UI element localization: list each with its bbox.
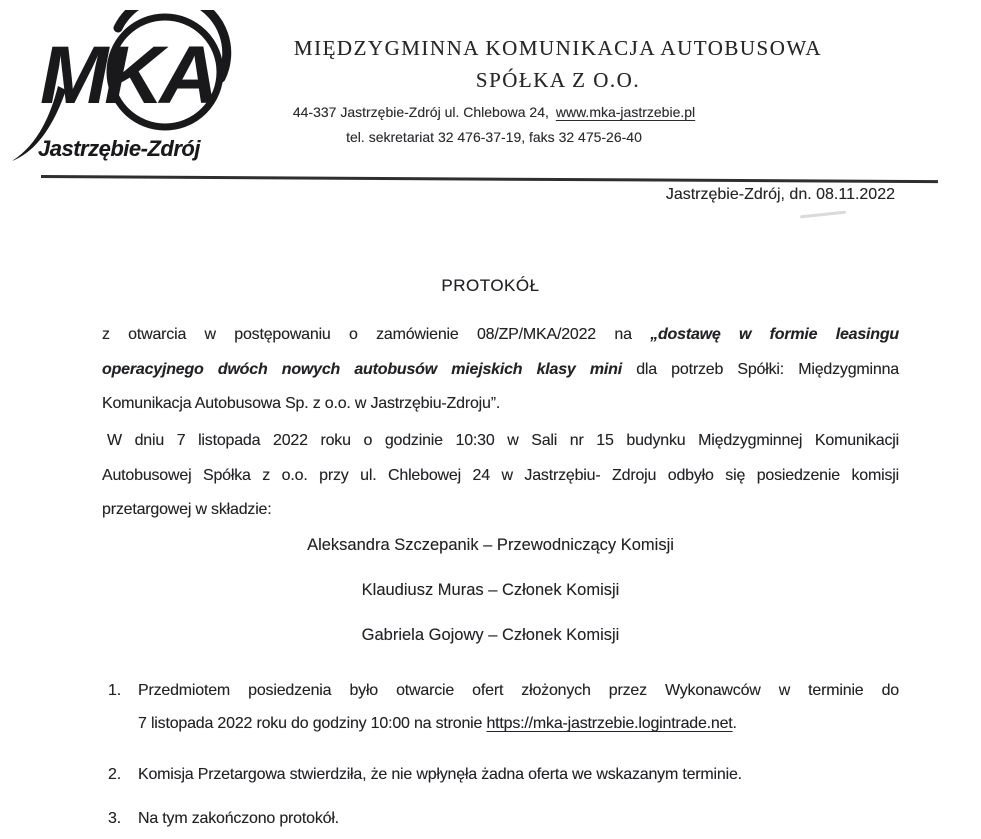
committee-member-chair: Aleksandra Szczepanik – Przewodniczący Komisji xyxy=(307,536,674,554)
list-item-1 xyxy=(108,674,899,740)
dateline: Jastrzębie-Zdrój, dn. 08.11.2022 xyxy=(665,186,895,203)
text-run: dla potrzeb Spółki: Międzygminna xyxy=(636,360,899,378)
paragraph-line xyxy=(138,707,899,740)
list-item-text xyxy=(138,802,899,835)
org-name-line1: MIĘDZYGMINNA KOMUNIKACJA AUTOBUSOWA xyxy=(293,36,823,60)
logo-acronym: MKA xyxy=(40,30,215,121)
list-item-text xyxy=(138,674,899,740)
logo-city: Jastrzębie-Zdrój xyxy=(38,136,200,161)
procurement-platform-link[interactable]: https://mka-jastrzebie.logintrade.net xyxy=(486,715,733,732)
paragraph-line: W dniu 7 listopada 2022 roku o godzinie 10:30 w Sali nr 15 budynku Międzygminnej Komunikacji xyxy=(107,432,899,449)
paragraph-line: przetargowej w składzie: xyxy=(102,501,272,518)
list-item-number: 1. xyxy=(108,682,121,699)
paragraph-line xyxy=(102,318,899,353)
committee-list xyxy=(0,534,981,669)
paragraph-session xyxy=(102,424,899,528)
org-name-line2: SPÓŁKA Z O.O. xyxy=(475,68,641,92)
mka-logo-graphic xyxy=(8,10,248,175)
list-item-2 xyxy=(108,758,899,791)
text-run: z otwarcia w postępowaniu o zamówienie 08/ZP/MKA/2022 na xyxy=(102,326,651,343)
org-phone-line: tel. sekretariat 32 476-37-19, faks 32 475-26-40 xyxy=(346,129,642,145)
text-run: . xyxy=(732,715,737,732)
text-run-bold-italic: „dostawę w formie leasingu xyxy=(650,326,900,343)
header-divider xyxy=(41,175,938,183)
paragraph-line: Na tym zakończono protokół. xyxy=(138,810,339,827)
paragraph-line: Komisja Przetargowa stwierdziła, że nie wpłynęła żadna oferta we wskazanym terminie. xyxy=(138,766,742,783)
list-item-number: 2. xyxy=(108,766,121,783)
list-item-3 xyxy=(108,802,899,835)
list-item-number: 3. xyxy=(108,810,121,827)
letterhead xyxy=(252,36,864,145)
paragraph-line: Autobusowej Spółka z o.o. przy ul. Chlebowej 24 w Jastrzębiu- Zdroju odbyło się posiedzenie komisji xyxy=(102,466,899,484)
scan-smudge-artifact xyxy=(800,211,846,219)
document-title: PROTOKÓŁ xyxy=(441,276,540,295)
text-run-bold-italic: operacyjnego dwóch nowych autobusów miejskich klasy mini xyxy=(102,360,637,378)
committee-member: Gabriela Gojowy – Członek Komisji xyxy=(361,626,620,644)
committee-member: Klaudiusz Muras – Członek Komisji xyxy=(361,581,620,599)
list-item-text xyxy=(138,758,899,791)
org-address-text: 44-337 Jastrzębie-Zdrój ul. Chlebowa 24, xyxy=(292,104,549,120)
paragraph-line: Przedmiotem posiedzenia było otwarcie ofert złożonych przez Wykonawców w terminie do xyxy=(138,682,899,699)
paragraph-opening xyxy=(102,318,899,422)
paragraph-line: Komunikacja Autobusowa Sp. z o.o. w Jastrzębiu-Zdroju”. xyxy=(102,395,501,412)
paragraph-line xyxy=(102,353,899,388)
mka-logo xyxy=(8,10,248,175)
org-website-link[interactable]: www.mka-jastrzebie.pl xyxy=(555,104,696,120)
text-run: 7 listopada 2022 roku do godziny 10:00 na stronie xyxy=(138,715,487,732)
org-address-line xyxy=(188,104,800,120)
